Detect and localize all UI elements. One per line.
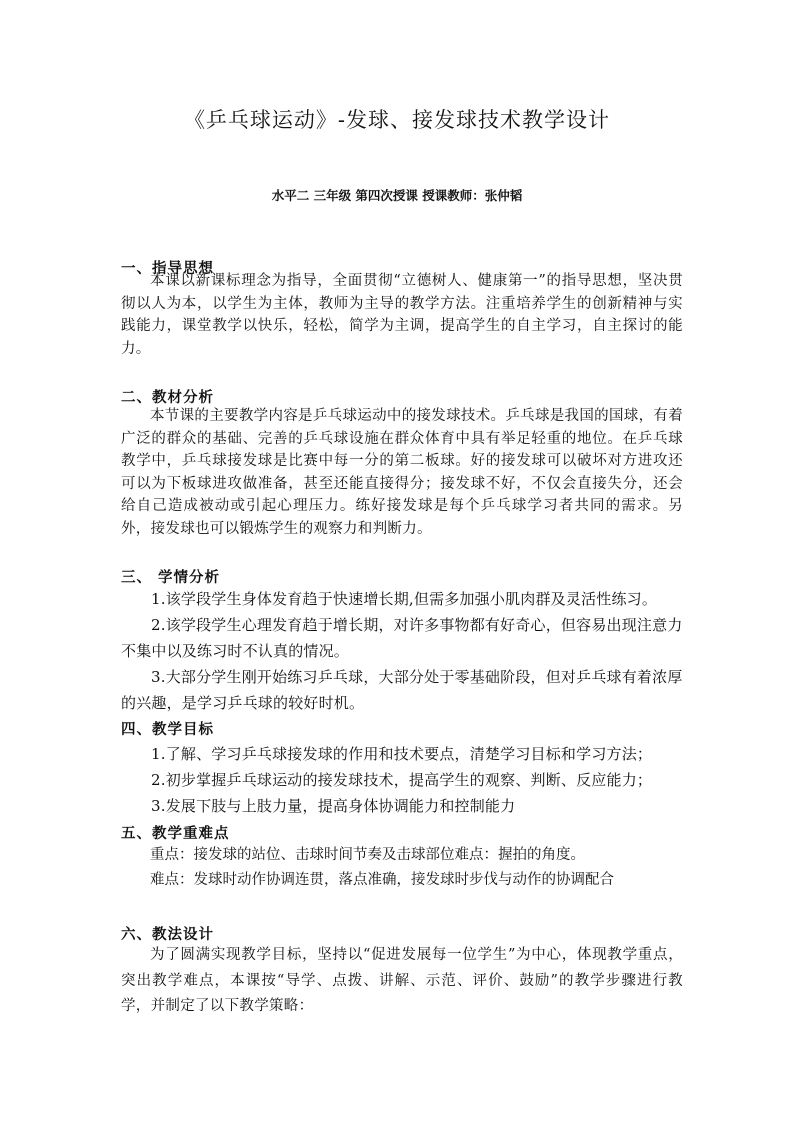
paragraph: 本节课的主要教学内容是乒乓球运动中的接发球技术。乒乓球是我国的国球，有着广泛的群众的基础、完善的乒乓球设施在群众体育中具有举足轻重的地位。在乒乓球教学中，乒乓球接发球是比赛中每一分的第二板球。好的接发球可以破坏对方进攻还可以为下板球进攻做准备，甚至还能直接得分；接发球不好，不仅会直接失分，还会给自己造成被动或引起心理压力。练好接发球是每个乒乓球学习者共同的需求。另外，接发球也可以锻炼学生的观察力和判断力。 bbox=[121, 408, 683, 537]
section-body-textbook-analysis bbox=[121, 405, 683, 540]
list-item: 3.大部分学生刚开始练习乒乓球，大部分处于零基础阶段，但对乒乓球有着浓厚的兴趣，是学习乒乓球的较好时机。 bbox=[121, 668, 683, 712]
difficult-point-item: 难点：发球时动作协调连贯，落点准确，接发球时步伐与动作的协调配合 bbox=[150, 872, 614, 888]
document-subtitle: 水平二 三年级 第四次授课 授课教师：张仲韬 bbox=[271, 188, 523, 203]
paragraph: 本课以新课标理念为指导，全面贯彻“立德树人、健康第一”的指导思想，坚决贯彻以人为本，以学生为主体，教师为主导的教学方法。注重培养学生的创新精神与实践能力，课堂教学以快乐，轻松，简学为主调，提高学生的自主学习，自主探讨的能力。 bbox=[121, 273, 683, 357]
list-item: 1.了解、学习乒乓球接发球的作用和技术要点，清楚学习目标和学习方法； bbox=[151, 745, 653, 763]
section-heading-key-points: 五、教学重难点 bbox=[121, 825, 230, 842]
section-heading-student-analysis: 三、 学情分析 bbox=[121, 569, 221, 586]
list-item: 1.该学段学生身体发育趋于快速增长期,但需多加强小肌肉群及灵活性练习。 bbox=[151, 590, 658, 608]
section-heading-teaching-method: 六、教法设计 bbox=[121, 926, 214, 943]
list-item: 3.发展下肢与上肢力量，提高身体协调能力和控制能力 bbox=[151, 797, 516, 815]
section-body-guiding-ideology bbox=[121, 270, 683, 360]
section-body-key-points bbox=[121, 843, 686, 893]
section-body-teaching-method bbox=[121, 943, 683, 1020]
section-body-teaching-objectives bbox=[121, 741, 686, 819]
section-heading-guiding-ideology: 一、指导思想 bbox=[121, 260, 214, 277]
document-title: 《乒乓球运动》-发球、接发球技术教学设计 bbox=[183, 108, 611, 132]
section-heading-teaching-objectives: 四、教学目标 bbox=[121, 721, 214, 738]
section-body-student-analysis bbox=[121, 586, 686, 716]
key-point-item: 重点：接发球的站位、击球时间节奏及击球部位难点：握拍的角度。 bbox=[150, 847, 585, 863]
list-item: 2.初步掌握乒乓球运动的接发球技术，提高学生的观察、判断、反应能力； bbox=[151, 771, 653, 789]
section-heading-textbook-analysis: 二、教材分析 bbox=[121, 389, 214, 406]
paragraph: 为了圆满实现教学目标，坚持以“促进发展每一位学生”为中心，体现教学重点，突出教学难点，本课按“导学、点拨、讲解、示范、评价、鼓励”的教学步骤进行教学，并制定了以下教学策略： bbox=[121, 947, 683, 1014]
list-item: 2.该学段学生心理发育趋于增长期，对许多事物都有好奇心，但容易出现注意力不集中以及练习时不认真的情况。 bbox=[121, 616, 683, 660]
